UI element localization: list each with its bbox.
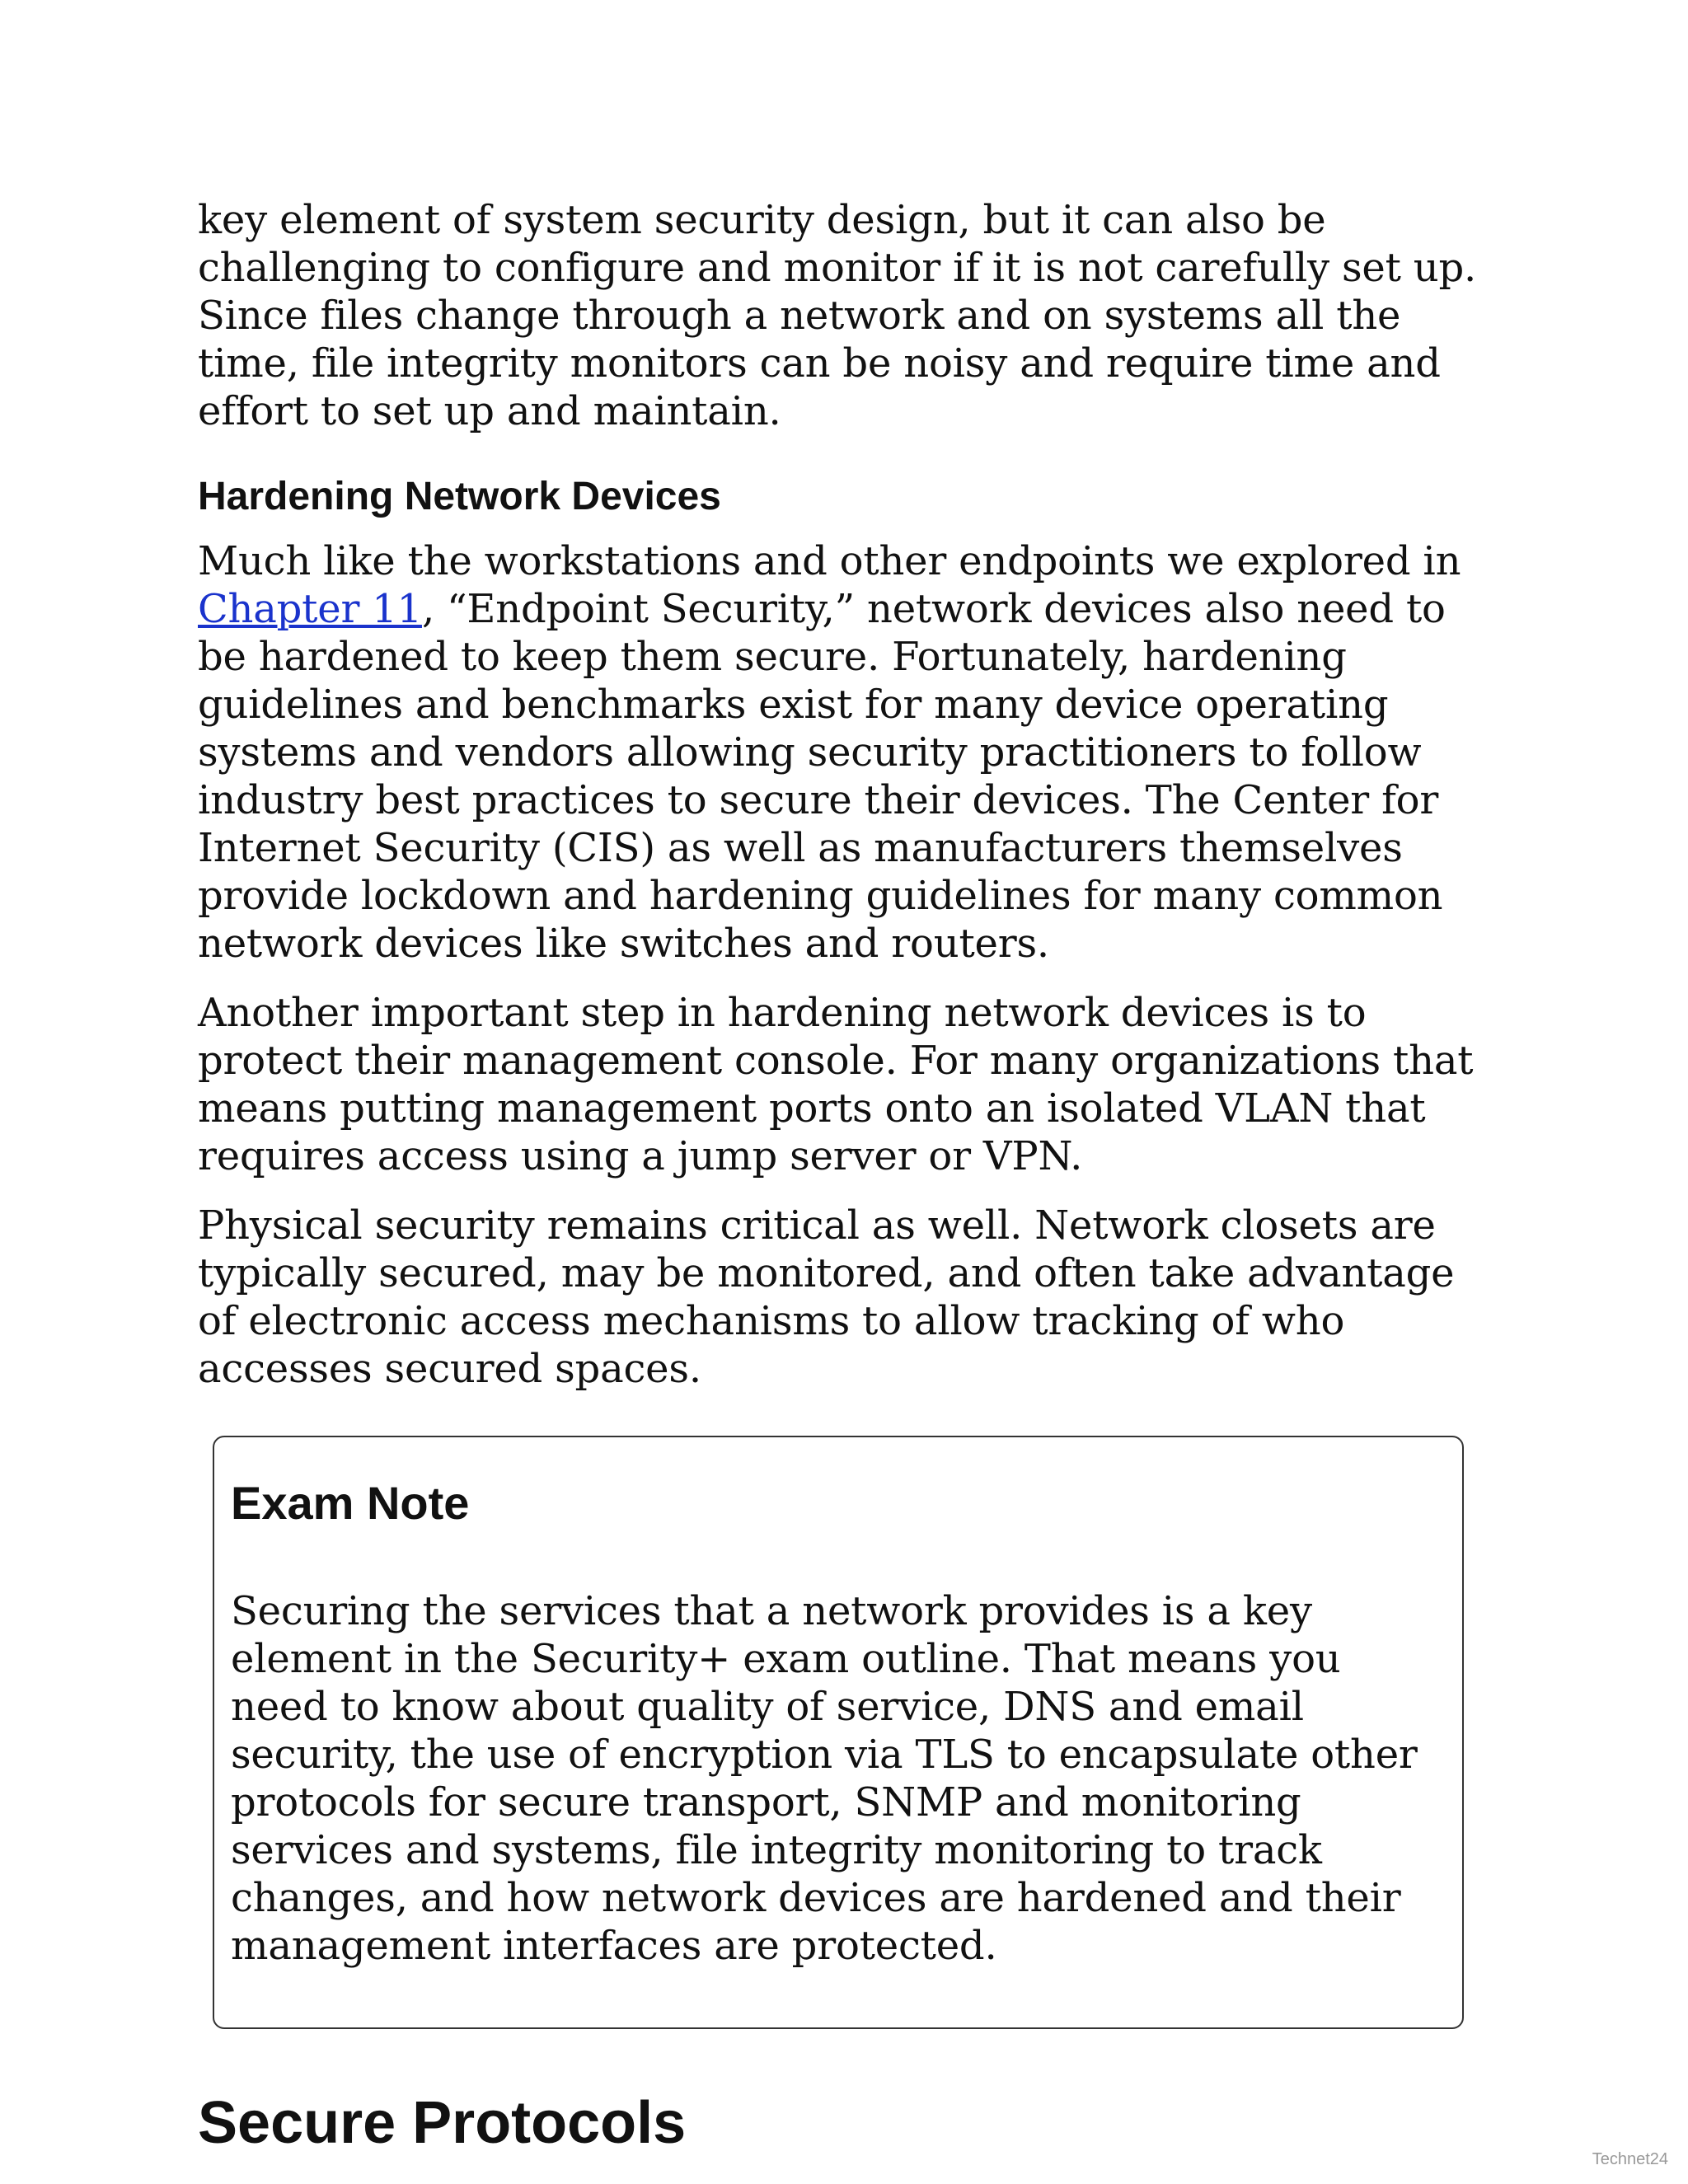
exam-note-box bbox=[213, 1436, 1464, 2029]
hardening-paragraph-1 bbox=[198, 537, 1500, 968]
watermark-text: Technet24 bbox=[1592, 2150, 1668, 2168]
hardening-heading: Hardening Network Devices bbox=[198, 475, 721, 518]
hardening-paragraph-3: Physical security remains critical as well. Network closets are typically secured, may be monitored, and often take advantage of electronic access mechanisms to allow tracking of who accesses secured spaces. bbox=[198, 1202, 1455, 1392]
hardening-p1-before: Much like the workstations and other endpoints we explored in bbox=[198, 538, 1461, 584]
exam-note-title: Exam Note bbox=[231, 1477, 470, 1529]
hardening-p1-after: , “Endpoint Security,” network devices also need to be hardened to keep them secure. Fortunately, hardening guidelines and benchmarks exist for many device operating systems and vendors allowing security practitioners to follow industry best practices to secure their devices. The Center for Internet Security (CIS) as well as manufacturers themselves provide lockdown and hardening guidelines for many common network devices like switches and routers. bbox=[198, 586, 1446, 967]
page-content bbox=[198, 196, 1500, 2158]
hardening-paragraph-2: Another important step in hardening network devices is to protect their management console. For many organizations that means putting management ports onto an isolated VLAN that requires access using a jump server or VPN. bbox=[198, 990, 1474, 1179]
intro-paragraph: key element of system security design, but it can also be challenging to configure and monitor if it is not carefully set up. Since files change through a network and on systems all the time, file integrity monitors can be noisy and require time and effort to set up and maintain. bbox=[198, 197, 1477, 434]
chapter-11-link[interactable]: Chapter 11 bbox=[198, 586, 422, 632]
secure-protocols-heading: Secure Protocols bbox=[198, 2090, 687, 2156]
exam-note-text: Securing the services that a network provides is a key element in the Security+ exam outline. That means you need to know about quality of service, DNS and email security, the use of encryption via TLS to encapsulate other protocols for secure transport, SNMP and monitoring services and systems, file integrity monitoring to track changes, and how network devices are hardened and their management interfaces are protected. bbox=[231, 1588, 1418, 1969]
